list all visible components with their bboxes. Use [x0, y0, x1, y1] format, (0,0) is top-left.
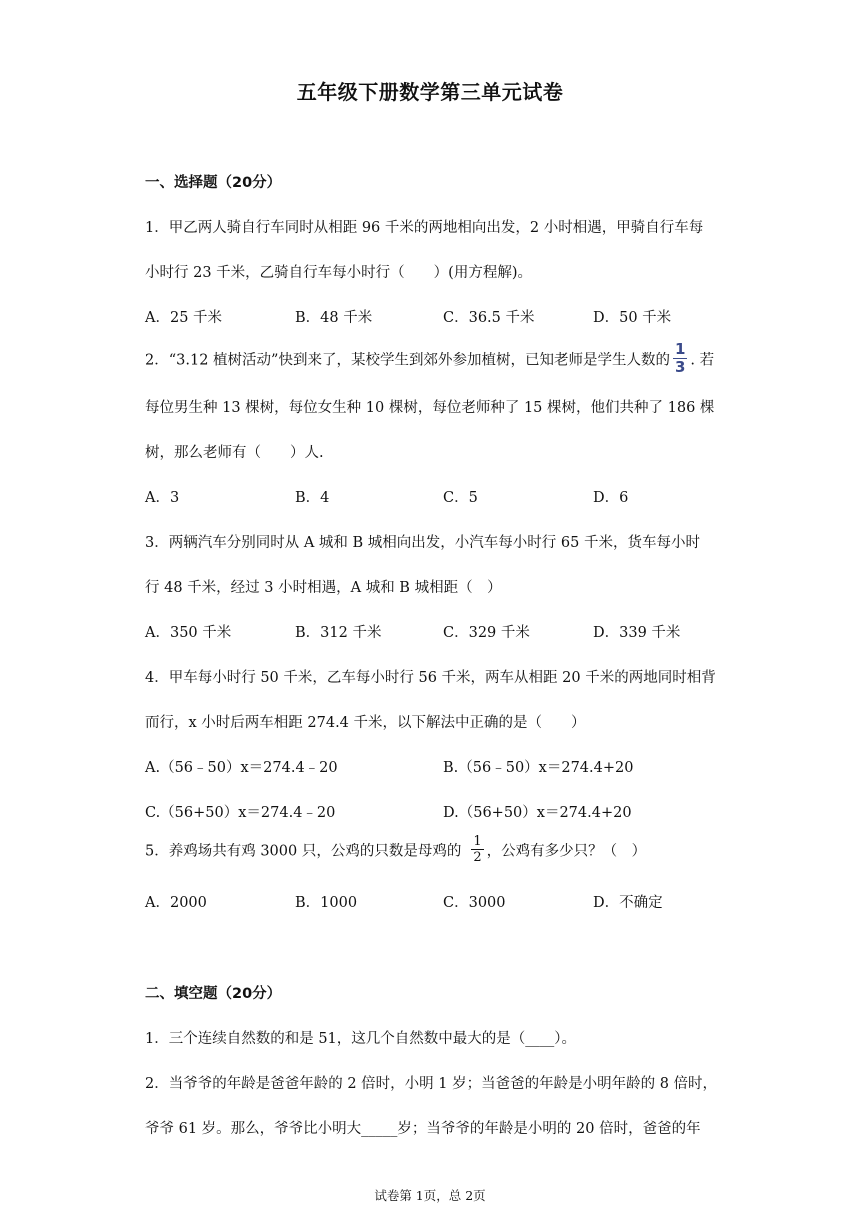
option-d: D．不确定	[593, 895, 663, 911]
option-c: C.（56+50）x＝274.4﹣20	[145, 805, 336, 821]
option-d: D．50 千米	[593, 310, 672, 326]
fill-question-2-line-1: 2．当爷爷的年龄是爸爸年龄的 2 倍时，小明 1 岁；当爸爸的年龄是小明年龄的 8 倍时，	[145, 1076, 718, 1092]
question-1-line-1: 1．甲乙两人骑自行车同时从相距 96 千米的两地相向出发，2 小时相遇，甲骑自行车每	[145, 220, 704, 236]
option-b: B.（56﹣50）x＝274.4+20	[443, 760, 634, 776]
option-b: B．1000	[295, 895, 358, 911]
question-1-line-2: 小时行 23 千米，乙骑自行车每小时行（ ）(用方程解)。	[145, 265, 532, 281]
option-c: C．329 千米	[443, 625, 530, 641]
option-a: A．2000	[145, 895, 207, 911]
question-5-line-1	[145, 834, 647, 866]
option-a: A．350 千米	[145, 625, 232, 641]
option-c: C．3000	[443, 895, 506, 911]
fraction-one-half: $\frac{1}{2}$	[473, 834, 482, 865]
option-b: B．312 千米	[295, 625, 382, 641]
option-c: C．5	[443, 490, 478, 506]
question-4-options-row-1	[145, 756, 745, 776]
question-2-line-3: 树，那么老师有（ ）人.	[145, 445, 324, 461]
option-d: D.（56+50）x＝274.4+20	[443, 805, 632, 821]
question-3-options	[145, 621, 745, 641]
question-3-line-2: 行 48 千米，经过 3 小时相遇，A 城和 B 城相距（ ）	[145, 580, 502, 596]
option-a: A．3	[145, 490, 180, 506]
option-c: C．36.5 千米	[443, 310, 535, 326]
option-a: A．25 千米	[145, 310, 223, 326]
question-2-options	[145, 486, 745, 506]
fill-question-2-line-2: 爷爷 61 岁。那么，爷爷比小明大_____岁；当爷爷的年龄是小明的 20 倍时，爸爸的年	[145, 1121, 701, 1137]
option-a: A.（56﹣50）x＝274.4﹣20	[145, 760, 338, 776]
question-2-line-2: 每位男生种 13 棵树，每位女生种 10 棵树，每位老师种了 15 棵树，他们共种了 186 棵	[145, 400, 715, 416]
question-5-text-before: 5．养鸡场共有鸡 3000 只，公鸡的只数是母鸡的	[145, 843, 462, 860]
option-d: D．339 千米	[593, 625, 681, 641]
question-4-options-row-2	[145, 801, 745, 821]
page-footer: 试卷第 1页，总 2页	[374, 1188, 486, 1203]
fraction-one-third: $\frac{1}{3}$	[674, 340, 686, 376]
option-b: B．4	[295, 490, 330, 506]
question-2-text-after: . 若	[690, 352, 715, 369]
option-d: D．6	[593, 490, 629, 506]
option-b: B．48 千米	[295, 310, 373, 326]
question-5-text-after: ，公鸡有多少只？（ ）	[486, 843, 647, 860]
question-3-line-1: 3．两辆汽车分别同时从 A 城和 B 城相向出发，小汽车每小时行 65 千米，货车每小时	[145, 535, 700, 551]
question-1-options	[145, 306, 745, 326]
question-2-text-before: 2．“3.12 植树活动”快到来了，某校学生到郊外参加植树，已知老师是学生人数的	[145, 352, 670, 369]
question-4-line-2: 而行，x 小时后两车相距 274.4 千米，以下解法中正确的是（ ）	[145, 715, 586, 731]
question-5-options	[145, 891, 745, 911]
question-2-line-1	[145, 340, 715, 377]
fill-question-1: 1．三个连续自然数的和是 51，这几个自然数中最大的是（____）。	[145, 1031, 577, 1047]
section-heading-choice: 一、选择题（20分）	[145, 175, 282, 191]
section-heading-fill: 二、填空题（20分）	[145, 986, 282, 1002]
exam-title: 五年级下册数学第三单元试卷	[296, 80, 564, 104]
question-4-line-1: 4．甲车每小时行 50 千米，乙车每小时行 56 千米，两车从相距 20 千米的两地同时相背	[145, 670, 716, 686]
